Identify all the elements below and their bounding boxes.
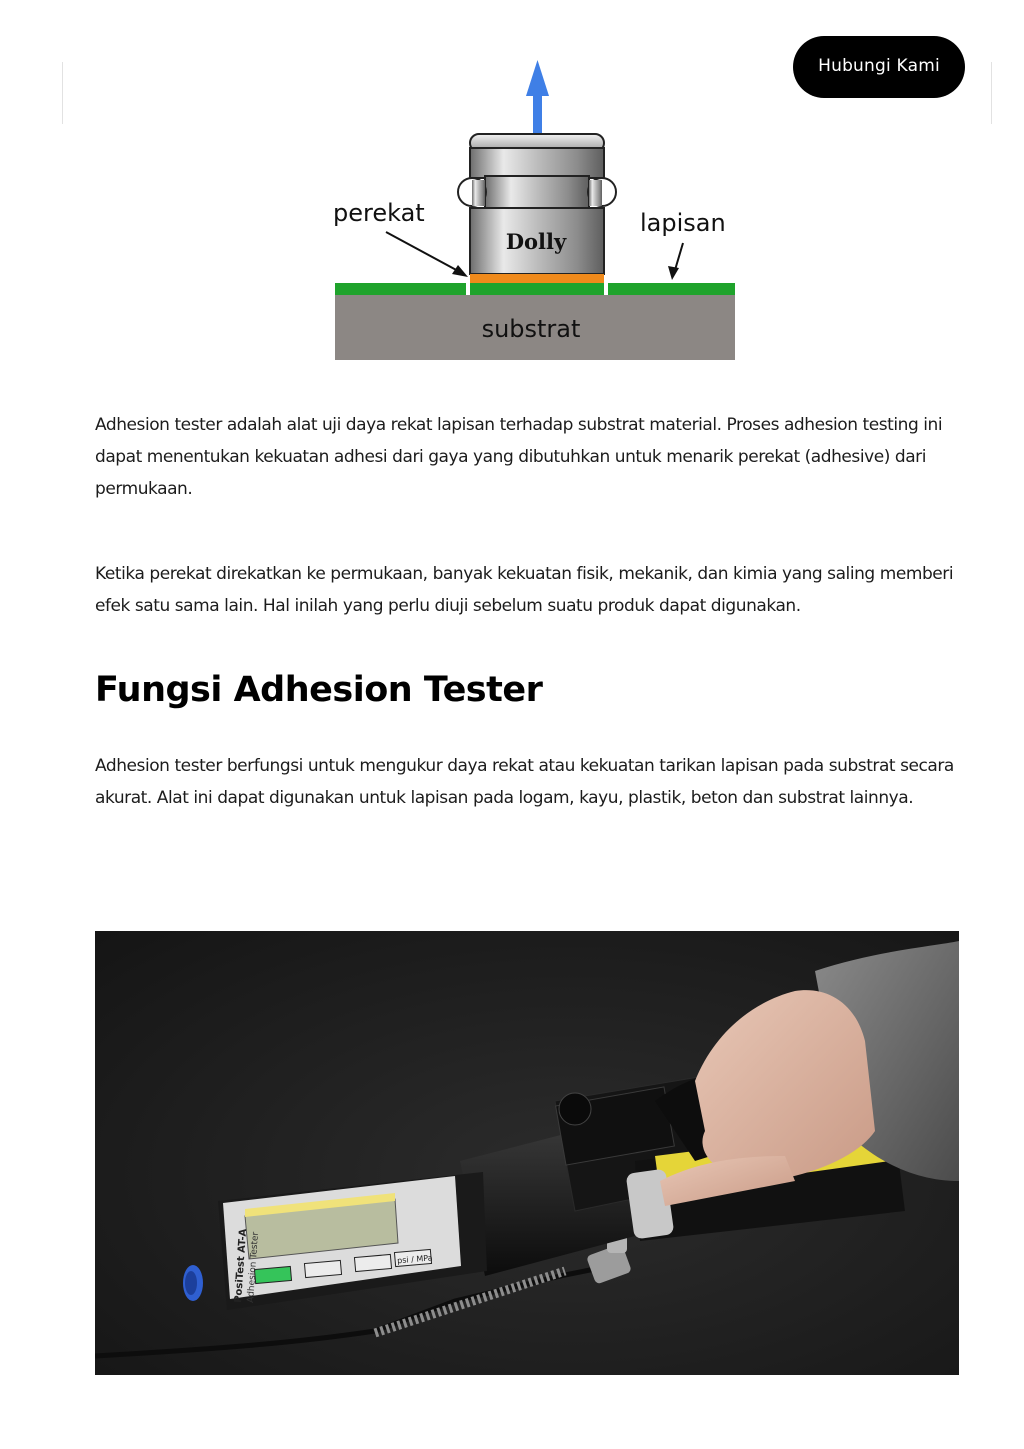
contact-button[interactable]: Hubungi Kami: [793, 36, 965, 98]
pull-arrow-icon: [526, 60, 549, 134]
intro-paragraph: Adhesion tester adalah alat uji daya rekat lapisan terhadap substrat material. Proses adhesion testing ini dapat menentukan kekuatan adhesi dari gaya yang dibutuhkan untuk menarik perekat (adhesive) dari permukaan.: [95, 415, 943, 499]
adhesion-tester-photo: [95, 931, 959, 1375]
unit-button-label: psi / MPa: [396, 1253, 433, 1266]
model-label: Adhesion Tester: [246, 1231, 261, 1304]
coating-right: [608, 283, 735, 295]
adhesion-diagram: [300, 58, 770, 360]
coating-label: lapisan: [640, 209, 726, 237]
brand-label: PosiTest AT-A: [233, 1228, 250, 1304]
substrate-label: substrat: [481, 315, 581, 343]
frame-border-right: [991, 62, 992, 124]
coating-center: [470, 283, 604, 295]
frame-border-left: [62, 62, 63, 124]
function-paragraph: Adhesion tester berfungsi untuk mengukur daya rekat atau kekuatan tarikan lapisan pada substrat secara akurat. Alat ini dapat digunakan untuk lapisan pada logam, kayu, plastik, beton dan substrat lainnya.: [95, 756, 954, 808]
dolly-label: Dolly: [505, 229, 567, 254]
coating-left: [335, 283, 466, 295]
adhesive-layer: [470, 274, 604, 283]
adhesive-label: perekat: [333, 199, 425, 227]
section-heading: Fungsi Adhesion Tester: [95, 670, 543, 710]
effects-paragraph: Ketika perekat direkatkan ke permukaan, banyak kekuatan fisik, mekanik, dan kimia yang saling memberi efek satu sama lain. Hal inilah yang perlu diuji sebelum suatu produk dapat digunakan.: [95, 564, 954, 616]
